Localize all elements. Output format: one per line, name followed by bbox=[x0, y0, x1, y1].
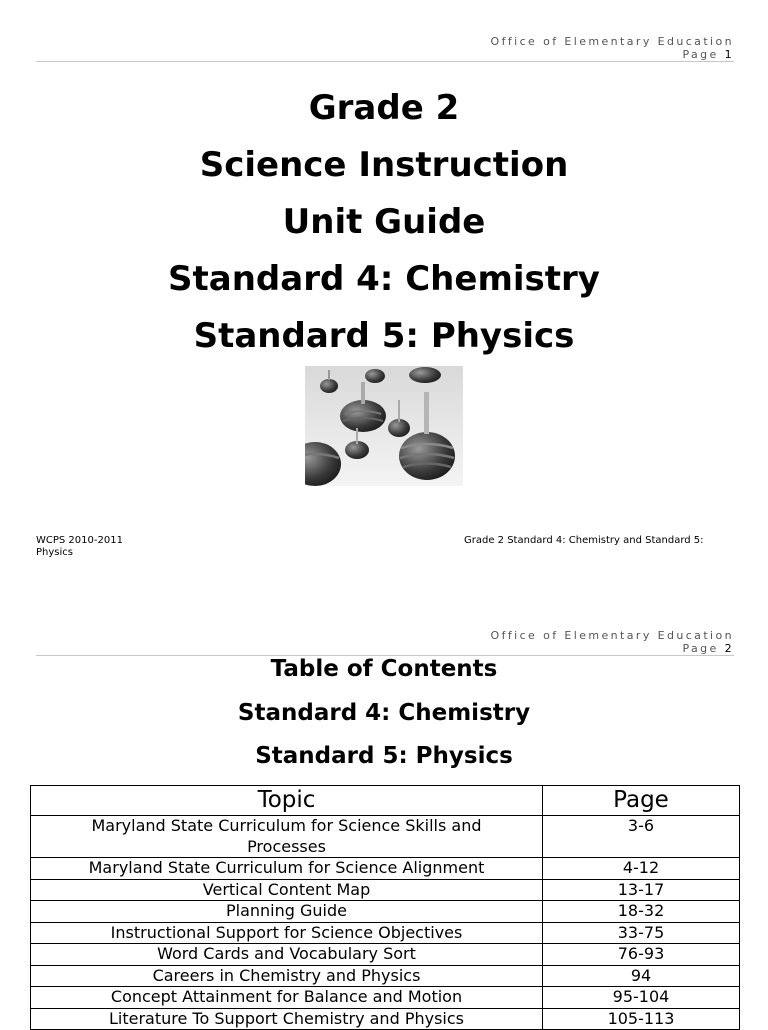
table-row bbox=[31, 901, 740, 923]
toc-standard-5: Standard 5: Physics bbox=[255, 743, 513, 769]
toc-topic: Literature To Support Chemistry and Physics bbox=[31, 1008, 543, 1030]
toc-page: 3-6 bbox=[543, 816, 740, 858]
table-row bbox=[31, 922, 740, 944]
toc-heading: Table of Contents bbox=[270, 656, 498, 682]
title-standard-5: Standard 5: Physics bbox=[193, 316, 575, 356]
toc-page: 95-104 bbox=[543, 987, 740, 1009]
page-label: Page bbox=[682, 642, 719, 655]
table-row bbox=[31, 944, 740, 966]
footer-continued: Physics bbox=[36, 547, 73, 558]
toc-topic: Instructional Support for Science Objectives bbox=[31, 922, 543, 944]
footer-year: WCPS 2010-2011 bbox=[36, 535, 123, 546]
page-header bbox=[491, 35, 734, 61]
table-row bbox=[31, 858, 740, 880]
toc-page: 94 bbox=[543, 965, 740, 987]
table-row bbox=[31, 965, 740, 987]
toc-page: 18-32 bbox=[543, 901, 740, 923]
table-row bbox=[31, 1008, 740, 1030]
toc-topic: Careers in Chemistry and Physics bbox=[31, 965, 543, 987]
toc-topic: Maryland State Curriculum for Science Alignment bbox=[31, 858, 543, 880]
toc-topic: Vertical Content Map bbox=[31, 879, 543, 901]
toc-header-page: Page bbox=[543, 786, 740, 816]
toc-table bbox=[30, 785, 740, 1030]
toc-topic: Concept Attainment for Balance and Motion bbox=[31, 987, 543, 1009]
table-row bbox=[31, 879, 740, 901]
office-name: Office of Elementary Education bbox=[490, 35, 734, 48]
cover-title bbox=[0, 80, 768, 365]
spinning-tops-image bbox=[305, 366, 463, 486]
toc-page: 76-93 bbox=[543, 944, 740, 966]
footer-right: Grade 2 Standard 4: Chemistry and Standard 5: bbox=[464, 535, 704, 546]
title-grade: Grade 2 bbox=[308, 88, 460, 128]
page-header bbox=[491, 629, 734, 655]
table-row bbox=[31, 987, 740, 1009]
table-row bbox=[31, 816, 740, 858]
toc-header-row bbox=[31, 786, 740, 816]
page-number-line bbox=[491, 48, 734, 61]
page-number: 1 bbox=[724, 48, 734, 61]
toc-page: 33-75 bbox=[543, 922, 740, 944]
toc-page: 4-12 bbox=[543, 858, 740, 880]
office-name: Office of Elementary Education bbox=[490, 629, 734, 642]
toc-topic: Maryland State Curriculum for Science Skills and Processes bbox=[31, 816, 543, 858]
page-number: 2 bbox=[724, 642, 734, 655]
toc-topic: Word Cards and Vocabulary Sort bbox=[31, 944, 543, 966]
header-divider bbox=[36, 61, 734, 62]
toc-topic: Planning Guide bbox=[31, 901, 543, 923]
toc-standard-4: Standard 4: Chemistry bbox=[237, 700, 531, 726]
footer-left bbox=[36, 535, 123, 559]
title-subject: Science Instruction bbox=[199, 145, 569, 185]
title-guide: Unit Guide bbox=[282, 202, 486, 242]
title-standard-4: Standard 4: Chemistry bbox=[168, 259, 600, 299]
toc-page: 105-113 bbox=[543, 1008, 740, 1030]
toc-header-topic: Topic bbox=[31, 786, 543, 816]
page-label: Page bbox=[682, 48, 719, 61]
toc-page: 13-17 bbox=[543, 879, 740, 901]
